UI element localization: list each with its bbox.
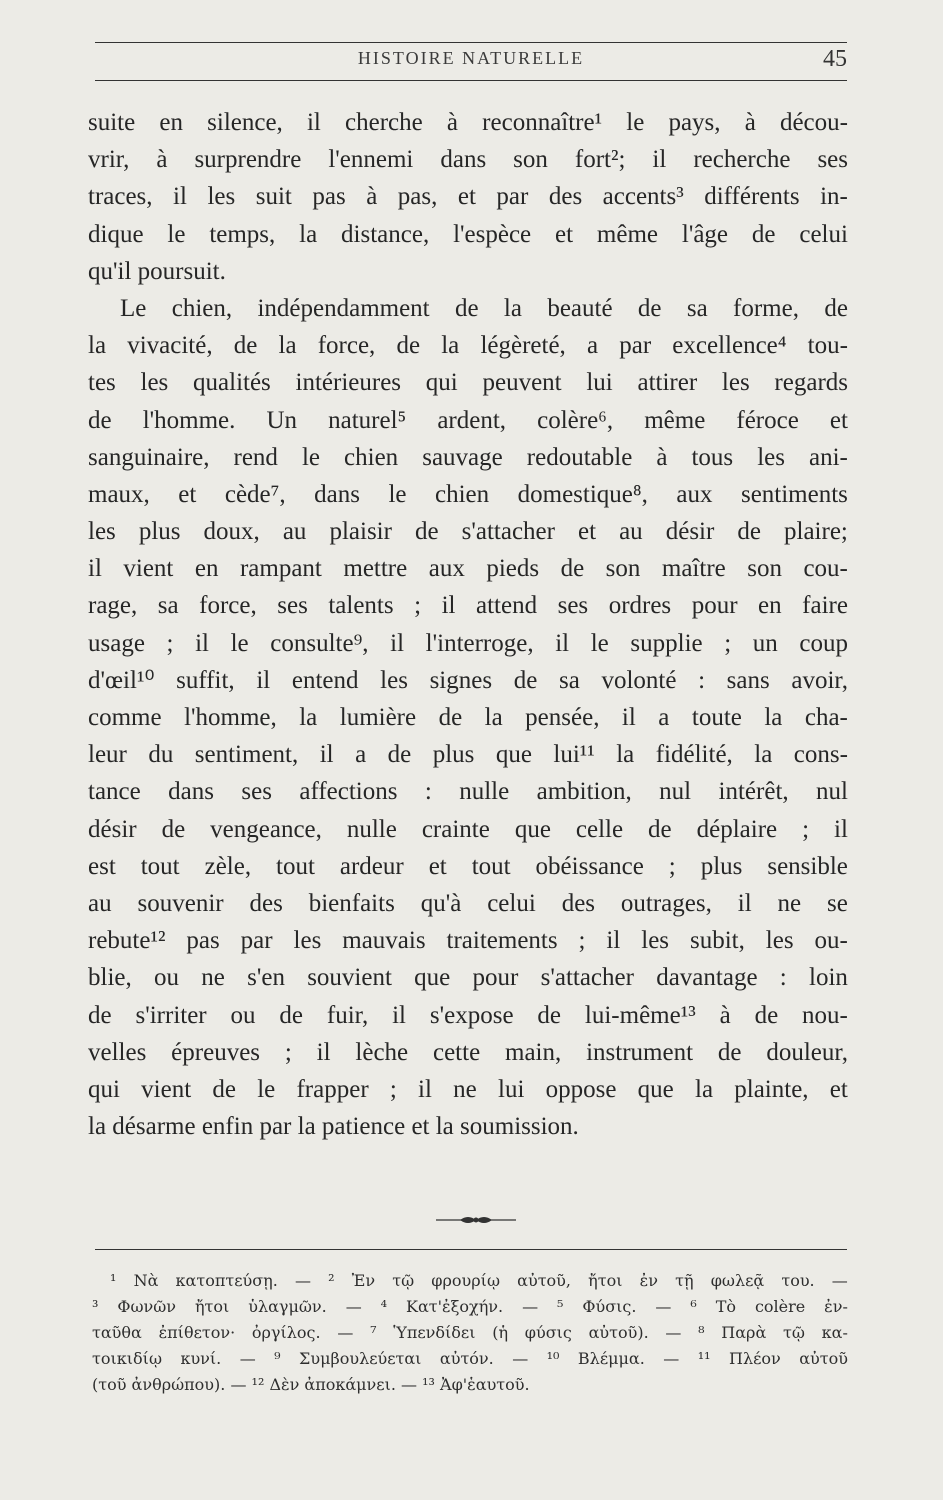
header-rule: [95, 80, 847, 81]
text-line: il vient en rampant mettre aux pieds de son maître son cou-: [88, 555, 848, 583]
text-line: au souvenir des bienfaits qu'à celui des outrages, il ne se: [88, 889, 848, 917]
text-line: de l'homme. Un naturel⁵ ardent, colère⁶, même féroce et: [88, 406, 848, 434]
text-line: traces, il les suit pas à pas, et par des accents³ différents in-: [88, 183, 848, 211]
running-title: HISTOIRE NATURELLE: [357, 48, 585, 68]
text-line: blie, ou ne s'en souvient que pour s'attacher davantage : loin: [88, 964, 848, 992]
fleuron-divider-icon: [436, 1213, 516, 1227]
text-line: sanguinaire, rend le chien sauvage redoutable à tous les ani-: [88, 443, 848, 471]
text-line: qui vient de le frapper ; il ne lui oppose que la plainte, et: [88, 1075, 848, 1103]
text-line: qu'il poursuit.: [88, 257, 226, 285]
text-line: comme l'homme, la lumière de la pensée, il a toute la cha-: [88, 704, 848, 731]
text-line: rebute¹² pas par les mauvais traitements ; il les subit, les ou-: [88, 927, 848, 955]
footnote-rule: [95, 1249, 847, 1250]
text-line: leur du sentiment, il a de plus que lui¹¹ la fidélité, la cons-: [88, 741, 848, 769]
text-line: maux, et cède⁷, dans le chien domestique⁸, aux sentiments: [88, 480, 848, 508]
page-number: 45: [823, 46, 847, 72]
footnote-line: ³ Φωνῶν ἤτοι ὑλαγμῶν. — ⁴ Κατ'ἐξοχήν. — ⁵ Φύσις. — ⁶ Τὸ colère ἐν-: [92, 1297, 848, 1316]
text-line: les plus doux, au plaisir de s'attacher et au désir de plaire;: [88, 518, 848, 546]
body-text: [88, 104, 848, 1145]
text-line: la désarme enfin par la patience et la soumission.: [88, 1113, 579, 1141]
text-line: désir de vengeance, nulle crainte que celle de déplaire ; il: [88, 815, 848, 843]
text-line: tes les qualités intérieures qui peuvent lui attirer les regards: [88, 369, 848, 397]
text-line: de s'irriter ou de fuir, il s'expose de lui-même¹³ à de nou-: [88, 1001, 848, 1029]
footnote-line: ¹ Νὰ κατοπτεύσῃ. — ² Ἐν τῷ φρουρίῳ αὐτοῦ, ἤτοι ἐν τῇ φωλεᾷ του. —: [110, 1271, 848, 1290]
footnote-line: τοικιδίῳ κυνί. — ⁹ Συμβουλεύεται αὐτόν. — ¹⁰ Βλέμμα. — ¹¹ Πλέον αὐτοῦ: [92, 1349, 848, 1368]
text-line: d'œil¹⁰ suffit, il entend les signes de sa volonté : sans avoir,: [88, 666, 848, 694]
text-line: vrir, à surprendre l'ennemi dans son fort²; il recherche ses: [88, 146, 848, 174]
text-line: velles épreuves ; il lèche cette main, instrument de douleur,: [88, 1038, 848, 1066]
running-head: [95, 46, 847, 76]
footnote-line: ταῦθα ἐπίθετον· ὀργίλος. — ⁷ Ὑπενδίδει (ἡ φύσις αὐτοῦ). — ⁸ Παρὰ τῷ κα-: [92, 1323, 848, 1342]
text-line: suite en silence, il cherche à reconnaître¹ le pays, à décou-: [88, 109, 848, 136]
text-line: dique le temps, la distance, l'espèce et même l'âge de celui: [88, 220, 848, 248]
text-line: est tout zèle, tout ardeur et tout obéissance ; plus sensible: [88, 852, 848, 880]
footnotes: [92, 1268, 848, 1398]
text-line: la vivacité, de la force, de la légèreté, a par excellence⁴ tou-: [88, 332, 848, 360]
text-line: rage, sa force, ses talents ; il attend ses ordres pour en faire: [88, 592, 848, 620]
text-line: tance dans ses affections : nulle ambition, nul intérêt, nul: [88, 778, 848, 806]
footnote-line: (τοῦ ἀνθρώπου). — ¹² Δὲν ἀποκάμνει. — ¹³ Ἀφ'ἑαυτοῦ.: [92, 1375, 530, 1394]
text-line: Le chien, indépendamment de la beauté de sa forme, de: [120, 294, 848, 322]
top-rule: [95, 42, 847, 43]
text-line: usage ; il le consulte⁹, il l'interroge, il le supplie ; un coup: [88, 629, 848, 657]
